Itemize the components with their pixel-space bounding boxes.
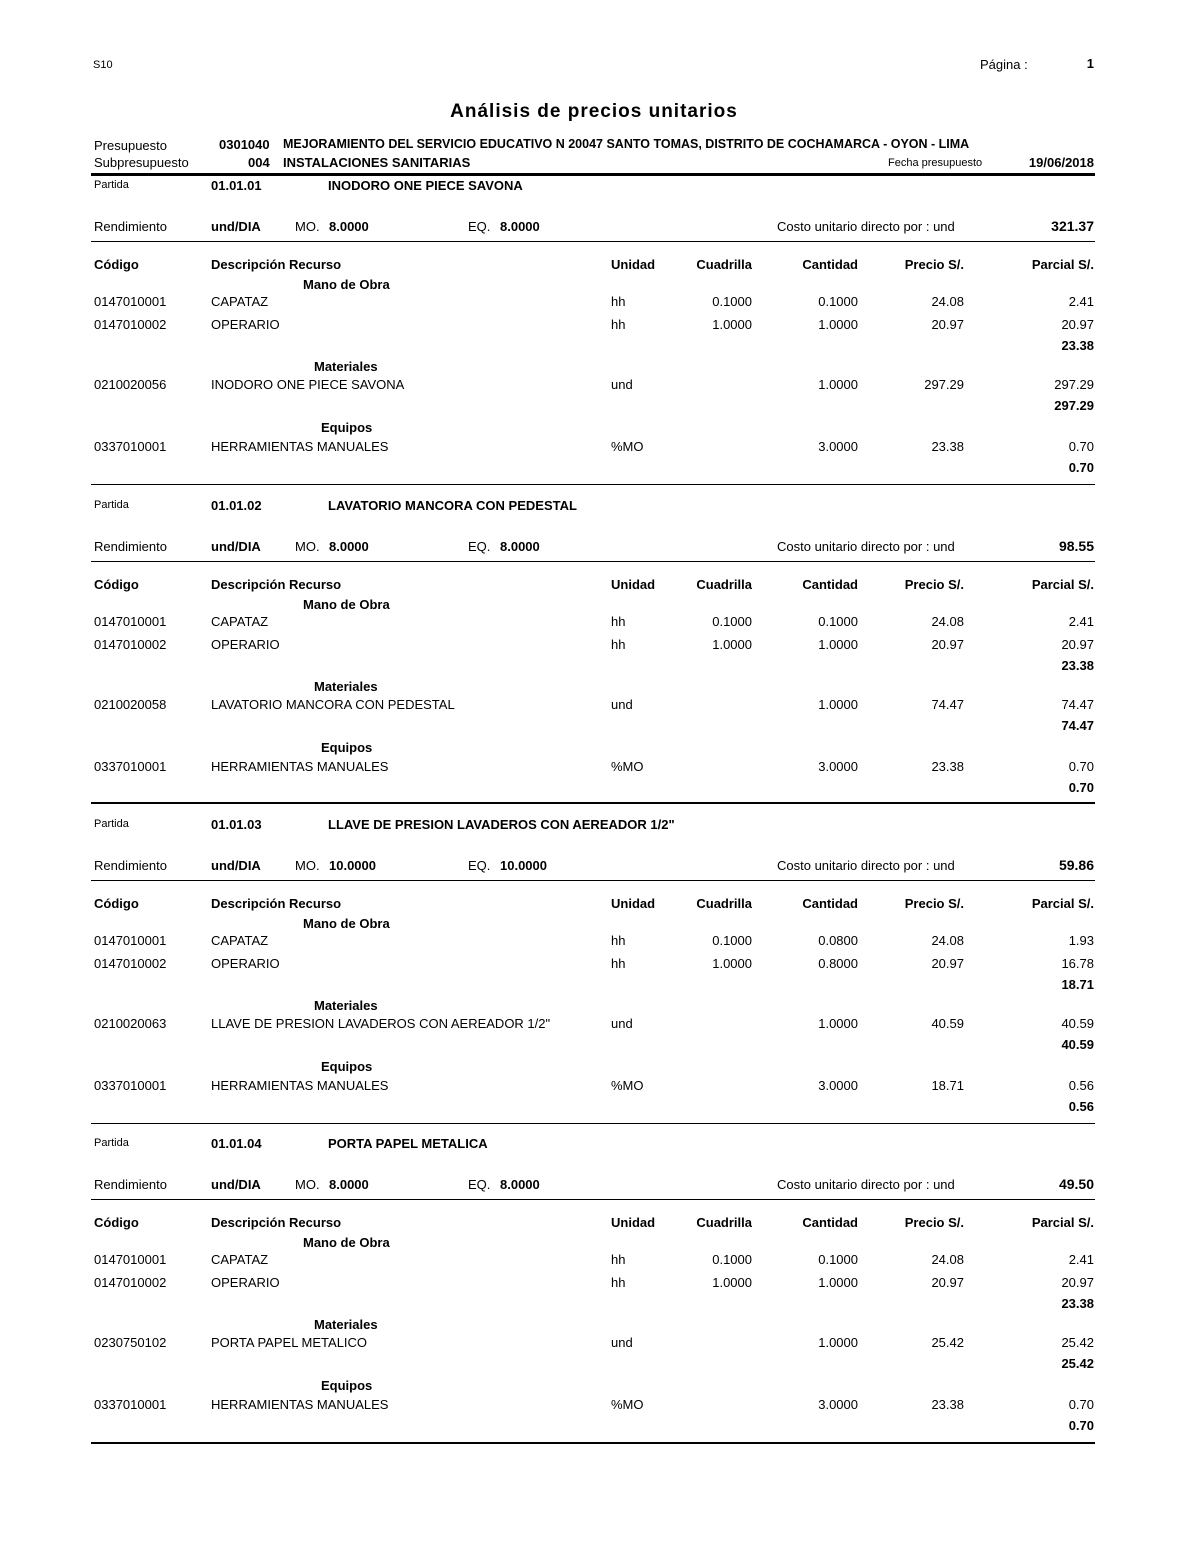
table-row-parcial: 2.41 bbox=[1068, 294, 1094, 309]
rendimiento-divider bbox=[91, 1199, 1095, 1200]
partida-label: Partida bbox=[94, 499, 129, 511]
table-row-parcial: 0.70 bbox=[1068, 759, 1094, 774]
table-row-precio: 18.71 bbox=[931, 1078, 964, 1093]
table-row-parcial: 0.70 bbox=[1068, 1397, 1094, 1412]
rendimiento-unit: und/DIA bbox=[211, 858, 261, 873]
equipos-subtotal: 0.70 bbox=[1068, 780, 1094, 795]
group-equipos: Equipos bbox=[321, 1378, 373, 1393]
partida-name: LAVATORIO MANCORA CON PEDESTAL bbox=[328, 498, 577, 513]
table-row-precio: 20.97 bbox=[931, 1275, 964, 1290]
table-row-desc: OPERARIO bbox=[211, 637, 280, 652]
table-row-desc: PORTA PAPEL METALICO bbox=[211, 1335, 368, 1350]
table-row-desc: LAVATORIO MANCORA CON PEDESTAL bbox=[211, 697, 455, 712]
table-row-cantidad: 1.0000 bbox=[818, 1016, 858, 1031]
table-row-cuadrilla: 1.0000 bbox=[712, 317, 752, 332]
table-row-precio: 24.08 bbox=[931, 614, 964, 629]
table-row-codigo: 0147010001 bbox=[94, 933, 167, 948]
table-row-parcial: 0.70 bbox=[1068, 439, 1094, 454]
table-row-codigo: 0210020056 bbox=[94, 377, 167, 392]
table-row-precio: 20.97 bbox=[931, 637, 964, 652]
mo-value: 8.0000 bbox=[329, 539, 369, 554]
table-row-desc: OPERARIO bbox=[211, 956, 280, 971]
col-parcial: Parcial S/. bbox=[1031, 577, 1094, 592]
costo-value: 59.86 bbox=[1058, 857, 1094, 873]
materiales-subtotal: 74.47 bbox=[1061, 718, 1094, 733]
mo-label: MO. bbox=[295, 1177, 320, 1192]
rendimiento-label: Rendimiento bbox=[94, 219, 167, 234]
table-row-cantidad: 0.1000 bbox=[818, 1252, 858, 1267]
table-row-desc: HERRAMIENTAS MANUALES bbox=[211, 1078, 389, 1093]
table-row-unidad: hh bbox=[611, 637, 626, 652]
table-row-parcial: 1.93 bbox=[1068, 933, 1094, 948]
table-row-cuadrilla: 0.1000 bbox=[712, 933, 752, 948]
mano-subtotal: 23.38 bbox=[1061, 338, 1094, 353]
col-descripcion: Descripción Recurso bbox=[211, 257, 342, 272]
col-cantidad: Cantidad bbox=[802, 896, 858, 911]
table-row-parcial: 40.59 bbox=[1061, 1016, 1094, 1031]
table-row-cantidad: 1.0000 bbox=[818, 317, 858, 332]
rendimiento-unit: und/DIA bbox=[211, 1177, 261, 1192]
eq-value: 10.0000 bbox=[500, 858, 547, 873]
col-codigo: Código bbox=[94, 577, 139, 592]
group-materiales: Materiales bbox=[314, 679, 378, 694]
rendimiento-label: Rendimiento bbox=[94, 539, 167, 554]
table-row-cantidad: 3.0000 bbox=[818, 1078, 858, 1093]
subpresupuesto-label: Subpresupuesto bbox=[94, 155, 189, 170]
table-row-unidad: %MO bbox=[611, 439, 644, 454]
col-cuadrilla: Cuadrilla bbox=[696, 896, 752, 911]
fecha-value: 19/06/2018 bbox=[1028, 155, 1094, 170]
rendimiento-divider bbox=[91, 880, 1095, 881]
fecha-label: Fecha presupuesto bbox=[888, 157, 983, 169]
table-row-desc: CAPATAZ bbox=[211, 294, 269, 309]
col-codigo: Código bbox=[94, 257, 139, 272]
materiales-subtotal: 25.42 bbox=[1061, 1356, 1094, 1371]
table-row-codigo: 0337010001 bbox=[94, 759, 167, 774]
table-row-precio: 24.08 bbox=[931, 933, 964, 948]
col-precio: Precio S/. bbox=[904, 1215, 964, 1230]
table-row-codigo: 0230750102 bbox=[94, 1335, 167, 1350]
eq-label: EQ. bbox=[468, 1177, 491, 1192]
table-row-parcial: 20.97 bbox=[1061, 1275, 1094, 1290]
table-row-cantidad: 3.0000 bbox=[818, 1397, 858, 1412]
table-row-precio: 24.08 bbox=[931, 294, 964, 309]
table-row-cantidad: 1.0000 bbox=[818, 377, 858, 392]
table-row-desc: LLAVE DE PRESION LAVADEROS CON AEREADOR 1/2" bbox=[211, 1016, 551, 1031]
col-parcial: Parcial S/. bbox=[1031, 896, 1094, 911]
col-codigo: Código bbox=[94, 1215, 139, 1230]
table-row-cantidad: 3.0000 bbox=[818, 759, 858, 774]
table-row-parcial: 20.97 bbox=[1061, 637, 1094, 652]
subpresupuesto-code: 004 bbox=[248, 155, 270, 170]
table-row-codigo: 0210020063 bbox=[94, 1016, 167, 1031]
rendimiento-label: Rendimiento bbox=[94, 858, 167, 873]
partida-label: Partida bbox=[94, 1137, 129, 1149]
table-row-cantidad: 1.0000 bbox=[818, 1335, 858, 1350]
table-row-desc: OPERARIO bbox=[211, 317, 280, 332]
presupuesto-label: Presupuesto bbox=[94, 138, 167, 153]
table-row-parcial: 25.42 bbox=[1061, 1335, 1094, 1350]
mo-label: MO. bbox=[295, 219, 320, 234]
rendimiento-unit: und/DIA bbox=[211, 539, 261, 554]
costo-value: 49.50 bbox=[1058, 1176, 1094, 1192]
table-row-parcial: 0.56 bbox=[1068, 1078, 1094, 1093]
col-descripcion: Descripción Recurso bbox=[211, 1215, 342, 1230]
table-row-parcial: 74.47 bbox=[1061, 697, 1094, 712]
mano-subtotal: 23.38 bbox=[1061, 1296, 1094, 1311]
rendimiento-unit: und/DIA bbox=[211, 219, 261, 234]
col-parcial: Parcial S/. bbox=[1031, 257, 1094, 272]
col-unidad: Unidad bbox=[611, 1215, 656, 1230]
col-precio: Precio S/. bbox=[904, 577, 964, 592]
table-row-desc: HERRAMIENTAS MANUALES bbox=[211, 439, 389, 454]
group-materiales: Materiales bbox=[314, 359, 378, 374]
table-row-unidad: und bbox=[611, 1335, 633, 1350]
eq-value: 8.0000 bbox=[500, 539, 540, 554]
partida-name: PORTA PAPEL METALICA bbox=[328, 1136, 488, 1151]
rendimiento-label: Rendimiento bbox=[94, 1177, 167, 1192]
group-mano-de-obra: Mano de Obra bbox=[303, 916, 390, 931]
table-row-codigo: 0147010002 bbox=[94, 956, 167, 971]
materiales-subtotal: 40.59 bbox=[1061, 1037, 1094, 1052]
mo-label: MO. bbox=[295, 858, 320, 873]
table-row-precio: 23.38 bbox=[931, 759, 964, 774]
presupuesto-code: 0301040 bbox=[219, 137, 270, 152]
table-row-desc: HERRAMIENTAS MANUALES bbox=[211, 759, 389, 774]
table-row-codigo: 0147010002 bbox=[94, 317, 167, 332]
mano-subtotal: 23.38 bbox=[1061, 658, 1094, 673]
col-cuadrilla: Cuadrilla bbox=[696, 257, 752, 272]
col-parcial: Parcial S/. bbox=[1031, 1215, 1094, 1230]
table-row-precio: 23.38 bbox=[931, 1397, 964, 1412]
partida-divider bbox=[91, 802, 1095, 804]
partida-divider bbox=[91, 1442, 1095, 1444]
partida-code: 01.01.01 bbox=[211, 178, 262, 193]
group-materiales: Materiales bbox=[314, 1317, 378, 1332]
costo-value: 321.37 bbox=[1051, 218, 1094, 234]
rendimiento-divider bbox=[91, 241, 1095, 242]
col-codigo: Código bbox=[94, 896, 139, 911]
table-row-cuadrilla: 1.0000 bbox=[712, 1275, 752, 1290]
eq-value: 8.0000 bbox=[500, 219, 540, 234]
table-row-unidad: hh bbox=[611, 1275, 626, 1290]
table-row-cantidad: 0.1000 bbox=[818, 614, 858, 629]
table-row-cantidad: 3.0000 bbox=[818, 439, 858, 454]
materiales-subtotal: 297.29 bbox=[1054, 398, 1094, 413]
eq-label: EQ. bbox=[468, 539, 491, 554]
table-row-parcial: 16.78 bbox=[1061, 956, 1094, 971]
group-mano-de-obra: Mano de Obra bbox=[303, 277, 390, 292]
table-row-unidad: hh bbox=[611, 317, 626, 332]
table-row-unidad: hh bbox=[611, 294, 626, 309]
table-row-precio: 25.42 bbox=[931, 1335, 964, 1350]
partida-label: Partida bbox=[94, 818, 129, 830]
table-row-precio: 24.08 bbox=[931, 1252, 964, 1267]
table-row-cuadrilla: 0.1000 bbox=[712, 1252, 752, 1267]
table-row-unidad: %MO bbox=[611, 1078, 644, 1093]
table-row-unidad: hh bbox=[611, 956, 626, 971]
col-unidad: Unidad bbox=[611, 577, 656, 592]
subpresupuesto-name: INSTALACIONES SANITARIAS bbox=[283, 155, 471, 170]
eq-value: 8.0000 bbox=[500, 1177, 540, 1192]
table-row-unidad: %MO bbox=[611, 1397, 644, 1412]
table-row-cantidad: 0.8000 bbox=[818, 956, 858, 971]
equipos-subtotal: 0.56 bbox=[1068, 1099, 1094, 1114]
table-row-codigo: 0147010001 bbox=[94, 294, 167, 309]
equipos-subtotal: 0.70 bbox=[1068, 460, 1094, 475]
table-row-codigo: 0210020058 bbox=[94, 697, 167, 712]
col-cantidad: Cantidad bbox=[802, 1215, 858, 1230]
mo-label: MO. bbox=[295, 539, 320, 554]
partida-label: Partida bbox=[94, 179, 129, 191]
table-row-precio: 297.29 bbox=[924, 377, 964, 392]
table-row-codigo: 0337010001 bbox=[94, 439, 167, 454]
table-row-desc: CAPATAZ bbox=[211, 1252, 269, 1267]
eq-label: EQ. bbox=[468, 219, 491, 234]
table-row-unidad: und bbox=[611, 377, 633, 392]
table-row-unidad: %MO bbox=[611, 759, 644, 774]
table-row-codigo: 0147010002 bbox=[94, 1275, 167, 1290]
costo-value: 98.55 bbox=[1058, 538, 1094, 554]
page-label: Página : bbox=[980, 57, 1028, 72]
table-row-codigo: 0147010001 bbox=[94, 614, 167, 629]
rendimiento-divider bbox=[91, 561, 1095, 562]
table-row-parcial: 20.97 bbox=[1061, 317, 1094, 332]
table-row-codigo: 0147010001 bbox=[94, 1252, 167, 1267]
page-number: 1 bbox=[1086, 56, 1094, 71]
table-row-desc: CAPATAZ bbox=[211, 933, 269, 948]
col-cuadrilla: Cuadrilla bbox=[696, 577, 752, 592]
table-row-unidad: und bbox=[611, 697, 633, 712]
costo-label: Costo unitario directo por : und bbox=[777, 858, 955, 873]
col-cantidad: Cantidad bbox=[802, 577, 858, 592]
table-row-precio: 20.97 bbox=[931, 317, 964, 332]
table-row-precio: 40.59 bbox=[931, 1016, 964, 1031]
table-row-desc: OPERARIO bbox=[211, 1275, 280, 1290]
table-row-cantidad: 1.0000 bbox=[818, 637, 858, 652]
table-row-unidad: hh bbox=[611, 1252, 626, 1267]
equipos-subtotal: 0.70 bbox=[1068, 1418, 1094, 1433]
table-row-cuadrilla: 0.1000 bbox=[712, 294, 752, 309]
table-row-unidad: hh bbox=[611, 614, 626, 629]
group-materiales: Materiales bbox=[314, 998, 378, 1013]
costo-label: Costo unitario directo por : und bbox=[777, 539, 955, 554]
table-row-desc: INODORO ONE PIECE SAVONA bbox=[211, 377, 405, 392]
table-row-cuadrilla: 0.1000 bbox=[712, 614, 752, 629]
partida-code: 01.01.03 bbox=[211, 817, 262, 832]
col-descripcion: Descripción Recurso bbox=[211, 577, 342, 592]
col-descripcion: Descripción Recurso bbox=[211, 896, 342, 911]
partida-divider bbox=[91, 1123, 1095, 1124]
table-row-codigo: 0337010001 bbox=[94, 1397, 167, 1412]
col-cantidad: Cantidad bbox=[802, 257, 858, 272]
table-row-cantidad: 0.0800 bbox=[818, 933, 858, 948]
table-row-cuadrilla: 1.0000 bbox=[712, 956, 752, 971]
table-row-desc: CAPATAZ bbox=[211, 614, 269, 629]
table-row-cantidad: 0.1000 bbox=[818, 294, 858, 309]
page-title: Análisis de precios unitarios bbox=[450, 101, 738, 122]
header-divider bbox=[91, 173, 1095, 176]
eq-label: EQ. bbox=[468, 858, 491, 873]
group-equipos: Equipos bbox=[321, 1059, 373, 1074]
mo-value: 8.0000 bbox=[329, 219, 369, 234]
table-row-parcial: 297.29 bbox=[1054, 377, 1094, 392]
group-equipos: Equipos bbox=[321, 740, 373, 755]
mano-subtotal: 18.71 bbox=[1061, 977, 1094, 992]
presupuesto-name: MEJORAMIENTO DEL SERVICIO EDUCATIVO N 20047 SANTO TOMAS, DISTRITO DE COCHAMARCA - OYON - LIMA bbox=[283, 137, 970, 151]
table-row-unidad: hh bbox=[611, 933, 626, 948]
table-row-cuadrilla: 1.0000 bbox=[712, 637, 752, 652]
col-precio: Precio S/. bbox=[904, 257, 964, 272]
table-row-unidad: und bbox=[611, 1016, 633, 1031]
costo-label: Costo unitario directo por : und bbox=[777, 219, 955, 234]
col-unidad: Unidad bbox=[611, 896, 656, 911]
group-mano-de-obra: Mano de Obra bbox=[303, 1235, 390, 1250]
table-row-cantidad: 1.0000 bbox=[818, 697, 858, 712]
table-row-desc: HERRAMIENTAS MANUALES bbox=[211, 1397, 389, 1412]
table-row-precio: 74.47 bbox=[931, 697, 964, 712]
mo-value: 8.0000 bbox=[329, 1177, 369, 1192]
costo-label: Costo unitario directo por : und bbox=[777, 1177, 955, 1192]
partida-name: INODORO ONE PIECE SAVONA bbox=[328, 178, 523, 193]
partida-name: LLAVE DE PRESION LAVADEROS CON AEREADOR 1/2" bbox=[328, 817, 675, 832]
mo-value: 10.0000 bbox=[329, 858, 376, 873]
partida-divider bbox=[91, 484, 1095, 485]
col-cuadrilla: Cuadrilla bbox=[696, 1215, 752, 1230]
table-row-codigo: 0337010001 bbox=[94, 1078, 167, 1093]
table-row-cantidad: 1.0000 bbox=[818, 1275, 858, 1290]
system-code: S10 bbox=[93, 59, 113, 71]
col-unidad: Unidad bbox=[611, 257, 656, 272]
table-row-codigo: 0147010002 bbox=[94, 637, 167, 652]
group-mano-de-obra: Mano de Obra bbox=[303, 597, 390, 612]
table-row-precio: 20.97 bbox=[931, 956, 964, 971]
col-precio: Precio S/. bbox=[904, 896, 964, 911]
table-row-precio: 23.38 bbox=[931, 439, 964, 454]
group-equipos: Equipos bbox=[321, 420, 373, 435]
partida-code: 01.01.02 bbox=[211, 498, 262, 513]
partida-code: 01.01.04 bbox=[211, 1136, 262, 1151]
table-row-parcial: 2.41 bbox=[1068, 1252, 1094, 1267]
table-row-parcial: 2.41 bbox=[1068, 614, 1094, 629]
